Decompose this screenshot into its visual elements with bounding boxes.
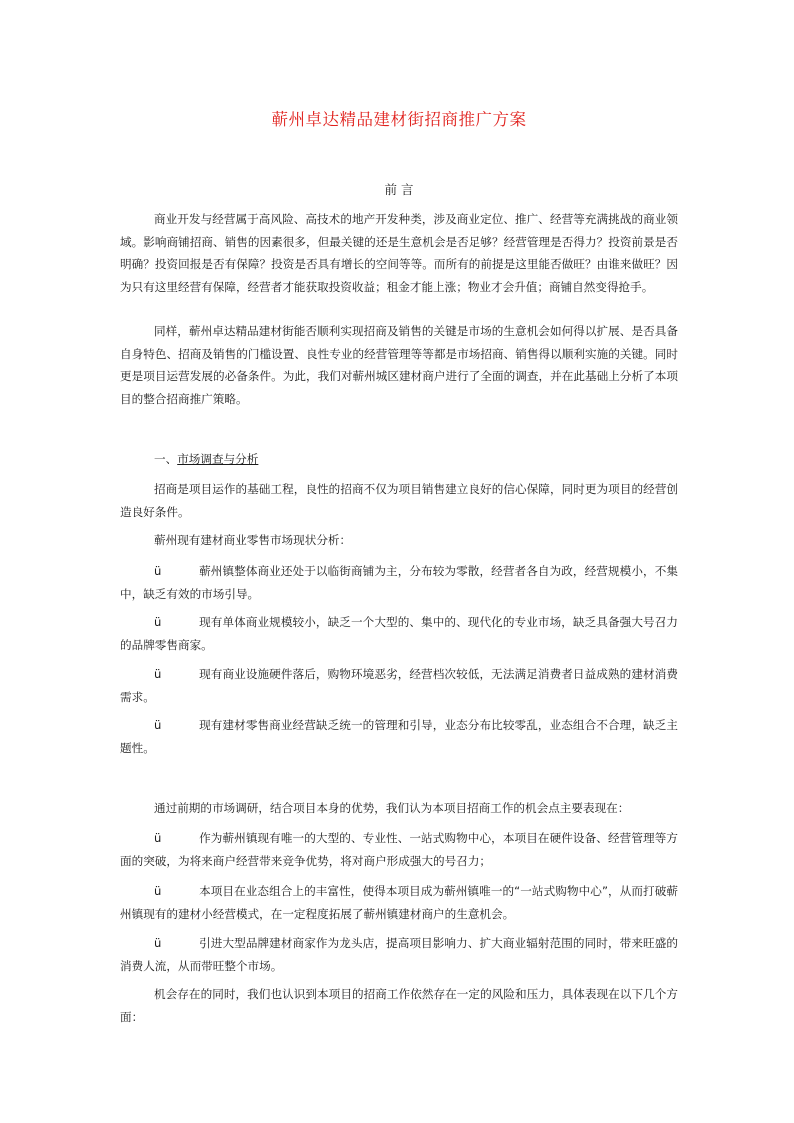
list-item (120, 827, 678, 872)
section1-paragraph-1: 招商是项目运作的基础工程，良性的招商不仅为项目销售建立良好的信心保障，同时更为项目的经营创造良好条件。 (120, 482, 678, 519)
list-item (120, 714, 678, 759)
list-item-text: 现有建材零售商业经营缺乏统一的管理和引导，业态分布比较零乱，业态组合不合理，缺乏主题性。 (120, 718, 678, 755)
preface-paragraph-1: 商业开发与经营属于高风险、高技术的地产开发种类，涉及商业定位、推广、经营等充满挑战的商业领域。影响商铺招商、销售的因素很多，但最关键的还是生意机会是否足够？经营管理是否得力？投资前景是否明确？投资回报是否有保障？投资是否具有增长的空间等等。而所有的前提是这里能否做旺？由谁来做旺？因为只有这里经营有保障，经营者才能获取投资收益；租金才能上涨；物业才会升值；商铺自然变得抢手。 (120, 212, 678, 294)
bullet-mark-icon: ü (154, 884, 162, 898)
list-item-text: 现有商业设施硬件落后，购物环境恶劣，经营档次较低，无法满足消费者日益成熟的建材消费需求。 (120, 667, 678, 704)
bullet-mark-icon: ü (154, 615, 162, 629)
bullet-mark-icon: ü (154, 667, 162, 681)
list-item-text: 蕲州镇整体商业还处于以临街商铺为主，分布较为零散，经营者各自为政，经营规模小，不集中，缺乏有效的市场引导。 (120, 564, 678, 601)
bullet-mark-icon: ü (154, 564, 162, 578)
list-item-text: 引进大型品牌建材商家作为龙头店，提高项目影响力、扩大商业辐射范围的同时，带来旺盛的消费人流，从而带旺整个市场。 (120, 936, 678, 973)
section-title: 市场调查与分析 (177, 452, 259, 466)
list-item-text: 作为蕲州镇现有唯一的大型的、专业性、一站式购物中心，本项目在硬件设备、经营管理等方面的突破，为将来商户经营带来竞争优势，将对商户形成强大的号召力； (120, 831, 678, 868)
section1-paragraph-4: 机会存在的同时，我们也认识到本项目的招商工作依然存在一定的风险和压力，具体表现在以下几个方面： (120, 987, 678, 1024)
list-item (120, 880, 678, 925)
section-heading-market (154, 451, 258, 467)
bullet-mark-icon: ü (154, 936, 162, 950)
list-item (120, 663, 678, 708)
section-number: 一、 (154, 452, 178, 466)
bullet-mark-icon: ü (154, 718, 162, 732)
bullet-mark-icon: ü (154, 831, 162, 845)
list-item (120, 611, 678, 656)
preface-paragraph-2: 同样，蕲州卓达精品建材街能否顺利实现招商及销售的关键是市场的生意机会如何得以扩展、是否具备自身特色、招商及销售的门槛设置、良性专业的经营管理等等都是市场招商、销售得以顺利实施的关键。同时更是项目运营发展的必备条件。为此，我们对蕲州城区建材商户进行了全面的调查，并在此基础上分析了本项目的整合招商推广策略。 (120, 324, 678, 406)
section1-paragraph-2: 蕲州现有建材商业零售市场现状分析： (154, 533, 352, 547)
list-item (120, 932, 678, 977)
preface-heading: 前 言 (384, 182, 414, 197)
list-item-text: 本项目在业态组合上的丰富性，使得本项目成为蕲州镇唯一的“一站式购物中心”，从而打破蕲州镇现有的建材小经营模式，在一定程度拓展了蕲州镇建材商户的生意机会。 (120, 884, 678, 921)
list-item-text: 现有单体商业规模较小，缺乏一个大型的、集中的、现代化的专业市场，缺乏具备强大号召力的品牌零售商家。 (120, 615, 678, 652)
document-title: 蕲州卓达精品建材街招商推广方案 (271, 110, 527, 129)
section1-paragraph-3: 通过前期的市场调研，结合项目本身的优势，我们认为本项目招商工作的机会点主要表现在： (154, 801, 630, 815)
list-item (120, 560, 678, 605)
